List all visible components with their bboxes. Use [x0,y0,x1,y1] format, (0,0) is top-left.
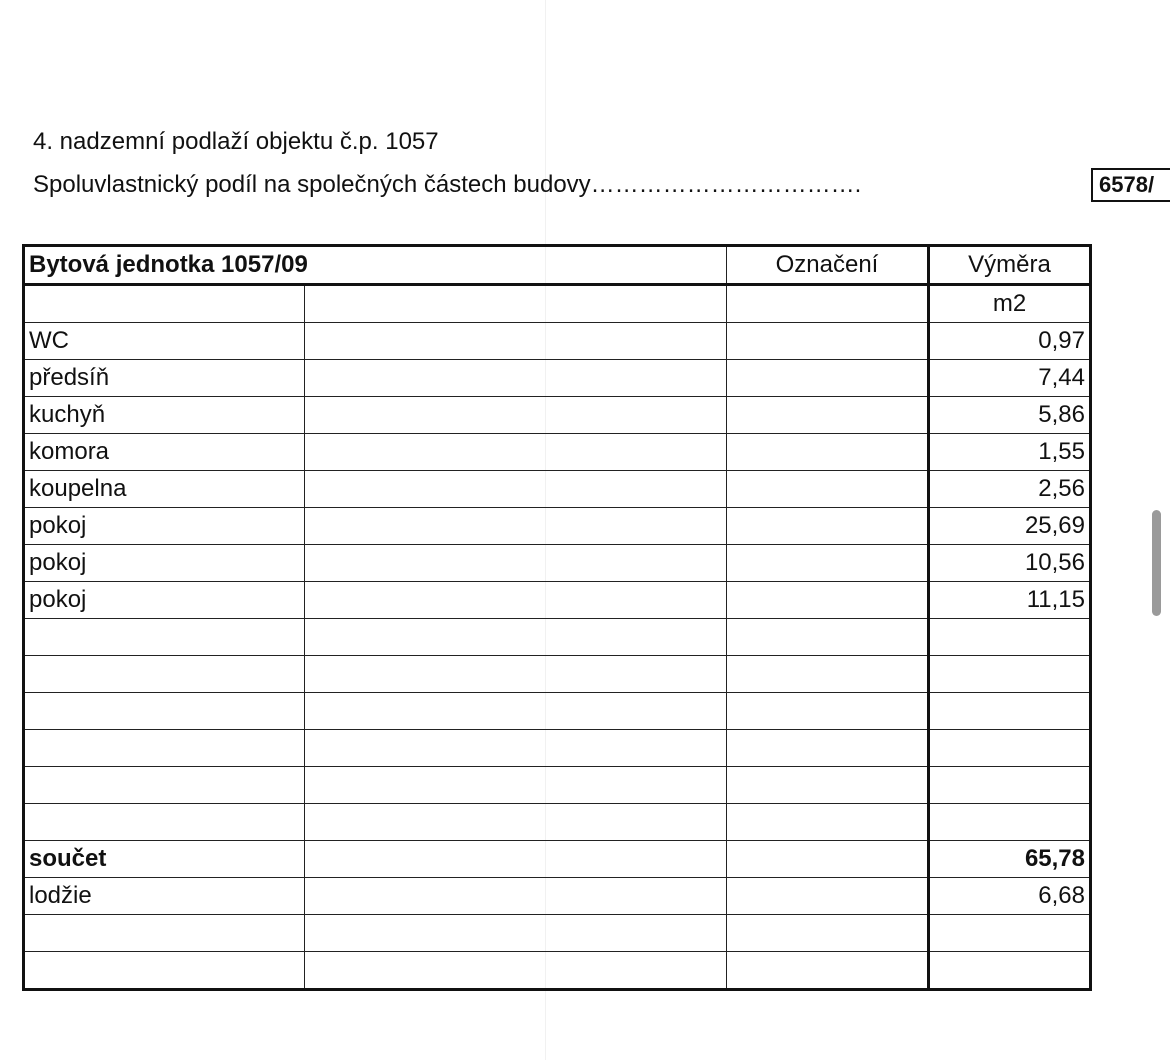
sum-row [24,841,1091,878]
empty-row [24,767,1091,804]
scrollbar-thumb[interactable] [1152,510,1161,616]
unit-title: Bytová jednotka 1057/09 [24,246,727,285]
room-area: 0,97 [929,323,1091,360]
table-row [24,545,1091,582]
loggia-row [24,878,1091,915]
unit-row [24,285,1091,323]
floor-heading: 4. nadzemní podlaží objektu č.p. 1057 [33,128,439,155]
room-name: komora [24,434,305,471]
table-row [24,360,1091,397]
sum-value: 65,78 [929,841,1091,878]
ownership-share-value: 6578/ [1091,168,1170,202]
ownership-share-label: Spoluvlastnický podíl na společných částech budovy [33,171,591,198]
empty-row [24,619,1091,656]
table-header-row [24,246,1091,285]
empty-row [24,656,1091,693]
room-area: 5,86 [929,397,1091,434]
loggia-value: 6,68 [929,878,1091,915]
empty-row [24,693,1091,730]
table-row [24,471,1091,508]
room-area: 11,15 [929,582,1091,619]
empty-row [24,952,1091,990]
table-row [24,508,1091,545]
empty-row [24,915,1091,952]
room-name: WC [24,323,305,360]
room-name: kuchyň [24,397,305,434]
ownership-share-line [33,171,861,199]
area-unit: m2 [929,285,1091,323]
room-name: koupelna [24,471,305,508]
dot-leader: ……………………………. [590,171,862,198]
room-area: 2,56 [929,471,1091,508]
sum-label: součet [24,841,305,878]
room-name: předsíň [24,360,305,397]
room-name: pokoj [24,545,305,582]
table-row [24,323,1091,360]
area-header: Výměra [929,246,1091,285]
room-area: 25,69 [929,508,1091,545]
table-row [24,582,1091,619]
empty-row [24,804,1091,841]
room-area: 7,44 [929,360,1091,397]
table-row [24,397,1091,434]
unit-area-table [22,244,1092,991]
room-area: 10,56 [929,545,1091,582]
loggia-label: lodžie [24,878,305,915]
room-name: pokoj [24,582,305,619]
table-row [24,434,1091,471]
room-area: 1,55 [929,434,1091,471]
empty-row [24,730,1091,767]
room-name: pokoj [24,508,305,545]
designation-header: Označení [727,246,929,285]
